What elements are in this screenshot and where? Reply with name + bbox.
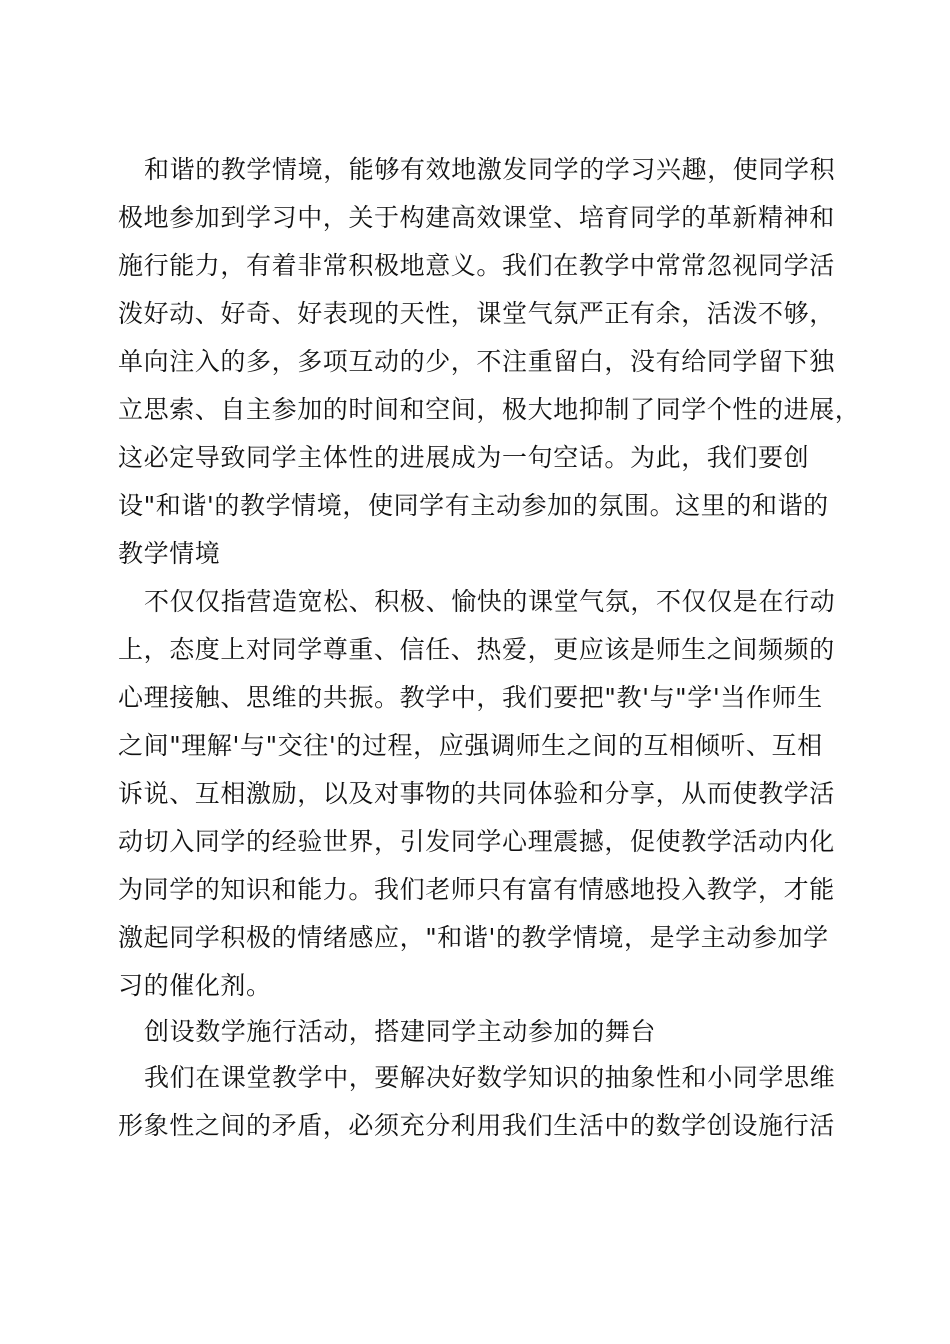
text-line: 形象性之间的矛盾，必须充分利用我们生活中的数学创设施行活 [118,1111,835,1140]
text-line: 心理接触、思维的共振。教学中，我们要把"教'与"学'当作师生 [118,683,823,712]
paragraph [118,578,848,1010]
text-line: 教学情境 [118,539,221,568]
text-line: 极地参加到学习中，关于构建高效课堂、培育同学的革新精神和 [118,203,835,232]
text-line: 动切入同学的经验世界，引发同学心理震撼，促使教学活动内化 [118,827,835,856]
text-line: 创设数学施行活动，搭建同学主动参加的舞台 [144,1017,657,1046]
text-line: 泼好动、好奇、好表现的天性，课堂气氛严正有余，活泼不够， [118,299,835,328]
paragraph [118,146,861,578]
text-line: 为同学的知识和能力。我们老师只有富有情感地投入教学，才能 [118,875,835,904]
document-body [118,146,861,1150]
text-line: 诉说、互相激励，以及对事物的共同体验和分享，从而使教学活 [118,779,835,808]
paragraph [118,1054,848,1150]
text-line: 之间"理解'与"交往'的过程，应强调师生之间的互相倾听、互相 [118,731,823,760]
text-line: 设"和谐'的教学情境，使同学有主动参加的氛围。这里的和谐的 [118,491,829,520]
text-line: 激起同学积极的情绪感应，"和谐'的教学情境，是学主动参加学 [118,923,829,952]
text-line: 上，态度上对同学尊重、信任、热爱，更应该是师生之间频频的 [118,635,835,664]
text-line: 不仅仅指营造宽松、积极、愉快的课堂气氛，不仅仅是在行动 [144,587,836,616]
text-line: 习的催化剂。 [118,971,272,1000]
text-line: 施行能力，有着非常积极地意义。我们在教学中常常忽视同学活 [118,251,835,280]
text-line: 立思索、自主参加的时间和空间，极大地抑制了同学个性的进展， [118,395,861,424]
text-line: 和谐的教学情境，能够有效地激发同学的学习兴趣，使同学积 [144,155,836,184]
text-line: 我们在课堂教学中，要解决好数学知识的抽象性和小同学思维 [144,1063,836,1092]
text-line: 这必定导致同学主体性的进展成为一句空话。为此，我们要创 [118,443,810,472]
text-line: 单向注入的多，多项互动的少，不注重留白，没有给同学留下独 [118,347,835,376]
section-heading [118,1010,848,1054]
